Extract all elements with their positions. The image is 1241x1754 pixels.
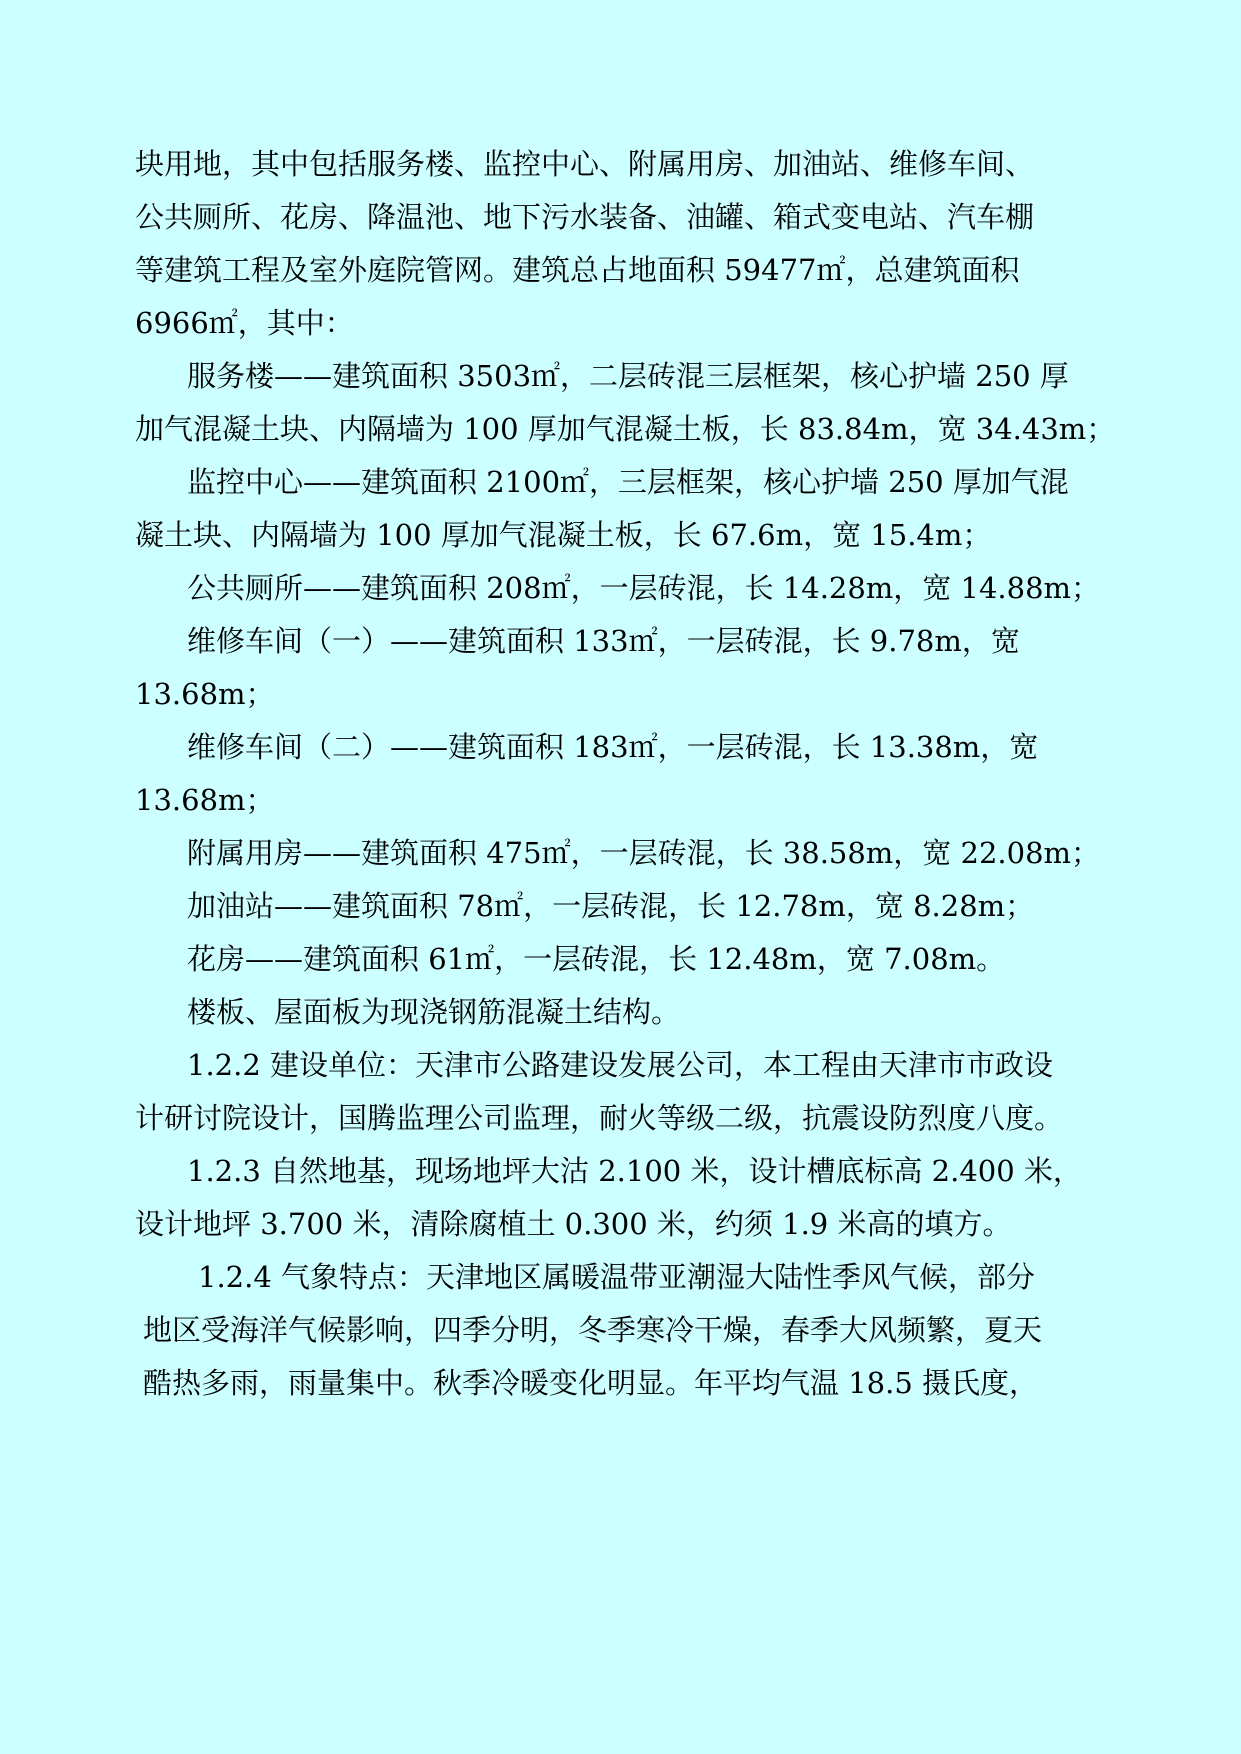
text-line-content: 地区受海洋气候影响，四季分明，冬季寒冷干燥，春季大风频繁，夏天 xyxy=(143,1313,1043,1347)
text-line-content: 服务楼——建筑面积 3503㎡，二层砖混三层框架，核心护墙 250 厚 xyxy=(187,359,1069,393)
text-line-content: 等建筑工程及室外庭院管网。建筑总占地面积 59477㎡，总建筑面积 xyxy=(135,253,1020,287)
text-line-content: 监控中心——建筑面积 2100㎡，三层框架，核心护墙 250 厚加气混 xyxy=(187,465,1069,499)
text-line-content: 设计地坪 3.700 米，清除腐植土 0.300 米，约须 1.9 米高的填方。 xyxy=(135,1207,1012,1241)
text-line-content: 凝土块、内隔墙为 100 厚加气混凝土板，长 67.6m，宽 15.4m； xyxy=(135,518,992,552)
text-line-content: 维修车间（二）——建筑面积 183㎡，一层砖混，长 13.38m，宽 xyxy=(187,730,1039,764)
text-line-content: 附属用房——建筑面积 475㎡，一层砖混，长 38.58m，宽 22.08m； xyxy=(187,836,1101,870)
text-line-content: 块用地，其中包括服务楼、监控中心、附属用房、加油站、维修车间、 xyxy=(135,147,1035,181)
text-line-content: 楼板、屋面板为现浇钢筋混凝土结构。 xyxy=(187,995,681,1029)
text-line-content: 计研讨院设计，国腾监理公司监理，耐火等级二级，抗震设防烈度八度。 xyxy=(135,1101,1064,1135)
text-line-content: 公共厕所——建筑面积 208㎡，一层砖混，长 14.28m，宽 14.88m； xyxy=(187,571,1101,605)
text-line-content: 13.68m； xyxy=(135,783,275,817)
text-line-content: 1.2.4 气象特点：天津地区属暖温带亚潮湿大陆性季风气候，部分 xyxy=(198,1260,1036,1294)
text-line-content: 花房——建筑面积 61㎡，一层砖混，长 12.48m，宽 7.08m。 xyxy=(187,942,1006,976)
text-line-content: 维修车间（一）——建筑面积 133㎡，一层砖混，长 9.78m，宽 xyxy=(187,624,1020,658)
text-line-content: 加油站——建筑面积 78㎡，一层砖混，长 12.78m，宽 8.28m； xyxy=(187,889,1035,923)
text-line-content: 6966㎡，其中： xyxy=(135,306,354,340)
text-line-content: 加气混凝土块、内隔墙为 100 厚加气混凝土板，长 83.84m，宽 34.43m； xyxy=(135,412,1116,446)
text-line-content: 1.2.2 建设单位：天津市公路建设发展公司，本工程由天津市市政设 xyxy=(187,1048,1054,1082)
text-line-content: 公共厕所、花房、降温池、地下污水装备、油罐、箱式变电站、汽车棚 xyxy=(135,200,1035,234)
text-line-content: 酷热多雨，雨量集中。秋季冷暖变化明显。年平均气温 18.5 摄氏度， xyxy=(143,1366,1039,1400)
text-line-content: 1.2.3 自然地基，现场地坪大沽 2.100 米，设计槽底标高 2.400 米， xyxy=(187,1154,1082,1188)
text-line-content: 13.68m； xyxy=(135,677,275,711)
